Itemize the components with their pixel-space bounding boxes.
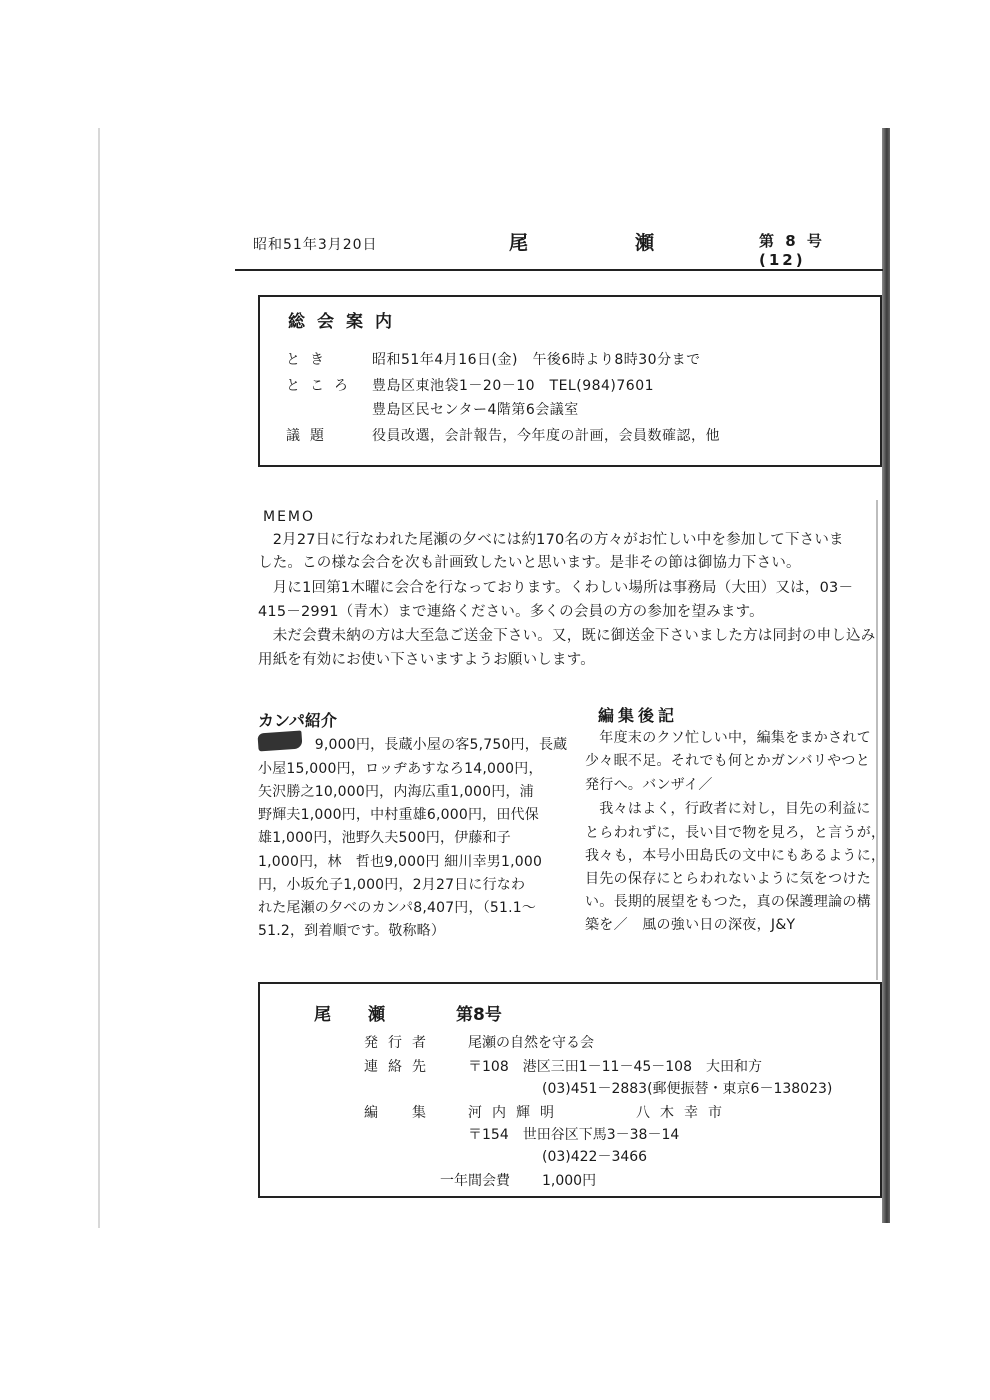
header-date: 昭和51年3月20日 xyxy=(253,237,378,253)
kanpa-line: 9,000円，長蔵小屋の客5,750円，長蔵 xyxy=(258,737,568,753)
meeting-row-agenda xyxy=(286,425,720,445)
page-edge-right xyxy=(882,128,890,1223)
page-edge-left xyxy=(98,128,100,1228)
header-title: 尾 瀬 xyxy=(509,232,699,254)
memo-line: した。この様な会合を次も計画致したいと思います。是非その節は御協力下さい。 xyxy=(258,555,801,571)
editor-note-line: 我々はよく，行政者に対し，目先の利益に xyxy=(585,801,871,817)
memo-line: 用紙を有効にお使い下さいますようお願いします。 xyxy=(258,652,595,668)
kanpa-title: カンパ紹介 xyxy=(258,711,337,730)
meeting-value: 昭和51年4月16日(金) 午後6時より8時30分まで xyxy=(372,352,701,368)
fee-value: 1,000円 xyxy=(542,1173,597,1189)
page-header xyxy=(253,228,873,269)
memo-line: 415－2991（青木）まで連絡ください。多くの会員の方の参加を望みます。 xyxy=(258,604,764,620)
editor-note-line: 年度末のクソ忙しい中，編集をまかされて xyxy=(585,730,871,746)
editor-note-line: 築を／ 風の強い日の深夜，J&Y xyxy=(585,917,796,933)
meeting-label: ところ xyxy=(286,378,358,394)
editor-label: 編 集 xyxy=(364,1105,436,1121)
contact-phone: (03)451－2883(郵便振替・東京6－138023) xyxy=(542,1081,833,1097)
kanpa-line: 雄1,000円，池野久夫500円，伊藤和子 xyxy=(258,830,511,846)
kanpa-line: 野輝夫1,000円，中村重雄6,000円，田代保 xyxy=(258,807,539,823)
editor-note-line: 目先の保存にとらわれないように気をつけた xyxy=(585,871,871,887)
meeting-value: 役員改選，会計報告，今年度の計画，会員数確認，他 xyxy=(372,428,720,444)
meeting-row-room xyxy=(286,399,579,418)
contact-label: 連絡先 xyxy=(364,1059,436,1075)
header-rule xyxy=(235,269,883,271)
meeting-value: 豊島区民センター4階第6会議室 xyxy=(372,402,579,418)
meeting-title: 総会案内 xyxy=(288,312,404,332)
meeting-notice-box xyxy=(258,295,882,467)
editor-note-title: 編集後記 xyxy=(598,706,679,725)
kanpa-line: 1,000円，林 哲也9,000円 細川幸男1,000 xyxy=(258,854,543,870)
editor-note-line: 発行へ。バンザイ／ xyxy=(585,777,713,793)
editor-note-line: い。長期的展望をもつた，真の保護理論の構 xyxy=(585,894,871,910)
meeting-row-place xyxy=(286,375,655,395)
editor-address: 〒154 世田谷区下馬3－38－14 xyxy=(468,1127,680,1143)
page-edge-shadow xyxy=(876,500,878,980)
editor-name-2: 八木幸市 xyxy=(636,1105,732,1121)
publisher-label: 発行者 xyxy=(364,1035,436,1051)
editor-note-line: 少々眠不足。それでも何とかガンバリやつと xyxy=(585,753,871,769)
contact-address: 〒108 港区三田1－11－45－108 大田和方 xyxy=(468,1059,762,1075)
colophon-issue: 第8号 xyxy=(456,1005,502,1025)
kanpa-line: 矢沢勝之10,000円，内海広重1,000円，浦 xyxy=(258,784,534,800)
colophon-box xyxy=(258,982,882,1198)
editor-note-line: とらわれずに，長い目で物を見ろ，と言うが， xyxy=(585,825,886,841)
publisher-name: 尾瀬の自然を守る会 xyxy=(468,1035,594,1051)
meeting-row-time xyxy=(286,349,701,369)
editor-phone: (03)422－3466 xyxy=(542,1149,648,1165)
kanpa-line: 円，小坂允子1,000円，2月27日に行なわ xyxy=(258,877,526,893)
fee-label: 一年間会費 xyxy=(440,1173,510,1189)
memo-line: 2月27日に行なわれた尾瀬の夕べには約170名の方々がお忙しい中を参加して下さいま xyxy=(258,532,844,548)
kanpa-line: 51.2，到着順です。敬称略） xyxy=(258,923,446,939)
editor-name-1: 河内輝明 xyxy=(468,1105,564,1121)
memo-line: 月に1回第1木曜に会合を行なっております。くわしい場所は事務局（大田）又は，03－ xyxy=(258,580,854,596)
memo-title: MEMO xyxy=(263,509,316,525)
kanpa-line: れた尾瀬の夕べのカンパ8,407円，（51.1～ xyxy=(258,900,537,916)
memo-line: 未だ会費未納の方は大至急ご送金下さい。又，既に御送金下さいました方は同封の申し込み xyxy=(258,628,876,644)
editor-note-line: 我々も，本号小田島氏の文中にもあるように， xyxy=(585,848,886,864)
kanpa-line: 小屋15,000円，ロッヂあすなろ14,000円， xyxy=(258,761,543,777)
meeting-value: 豊島区東池袋1－20－10 TEL(984)7601 xyxy=(372,378,655,394)
header-issue: 第 8 号 (12) xyxy=(759,232,825,269)
meeting-label: 議題 xyxy=(286,428,334,444)
meeting-label: とき xyxy=(286,352,334,368)
colophon-title: 尾 瀬 xyxy=(314,1005,395,1025)
